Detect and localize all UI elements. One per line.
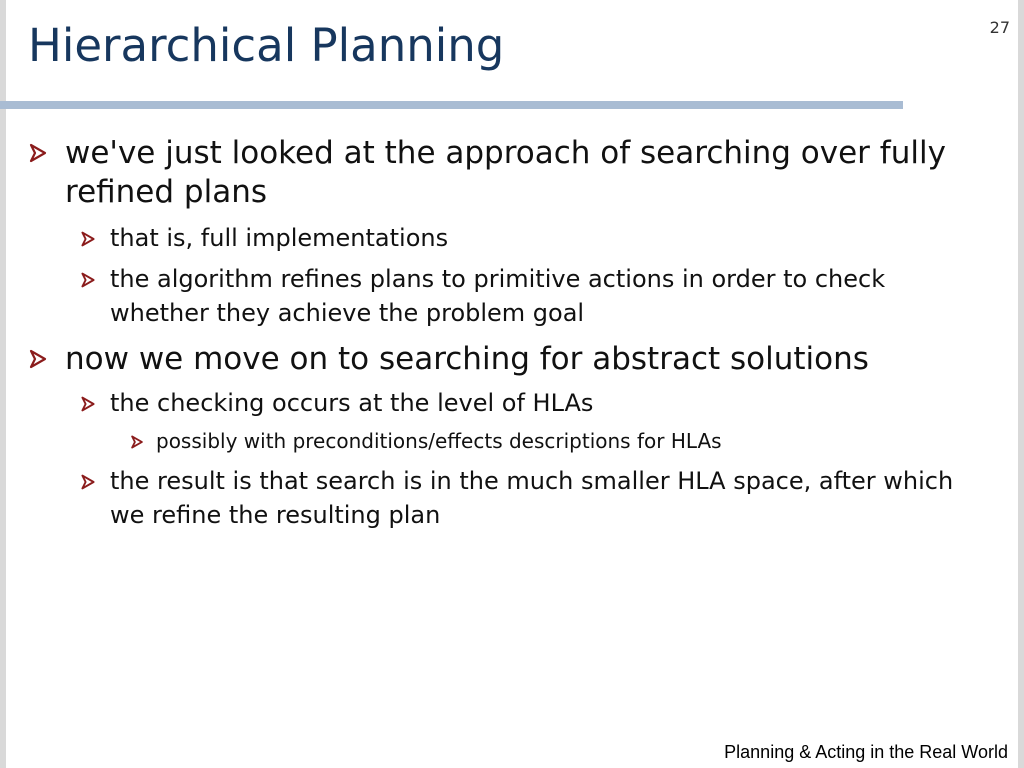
- arrow-bullet-icon: [80, 272, 96, 288]
- bullet-item: [80, 221, 960, 255]
- bullet-text: that is, full implementations: [110, 224, 449, 252]
- arrow-bullet-icon: [80, 474, 96, 490]
- arrow-bullet-icon: [28, 349, 48, 369]
- bullet-text: possibly with preconditions/effects descriptions for HLAs: [156, 429, 722, 453]
- bullet-item: [80, 262, 960, 330]
- bullet-item: [80, 464, 960, 532]
- slide-left-edge: [0, 0, 6, 768]
- bullet-item: [130, 427, 960, 455]
- bullet-item: [28, 134, 968, 212]
- arrow-bullet-icon: [80, 396, 96, 412]
- slide-footer: Planning & Acting in the Real World: [724, 742, 1008, 762]
- title-underline: [0, 101, 903, 109]
- slide-number: 27: [989, 18, 1010, 37]
- slide-right-edge: [1018, 0, 1024, 768]
- arrow-bullet-icon: [28, 143, 48, 163]
- bullet-text: we've just looked at the approach of searching over fully refined plans: [65, 135, 946, 210]
- bullet-item: [28, 340, 988, 379]
- arrow-bullet-icon: [130, 435, 144, 449]
- bullet-item: [80, 386, 960, 420]
- bullet-text: now we move on to searching for abstract solutions: [65, 341, 869, 377]
- slide-title: Hierarchical Planning: [28, 19, 505, 72]
- bullet-text: the algorithm refines plans to primitive actions in order to check whether they achieve the problem goal: [110, 265, 886, 327]
- bullet-text: the result is that search is in the much smaller HLA space, after which we refine the resulting plan: [110, 467, 954, 529]
- bullet-text: the checking occurs at the level of HLAs: [110, 389, 594, 417]
- arrow-bullet-icon: [80, 231, 96, 247]
